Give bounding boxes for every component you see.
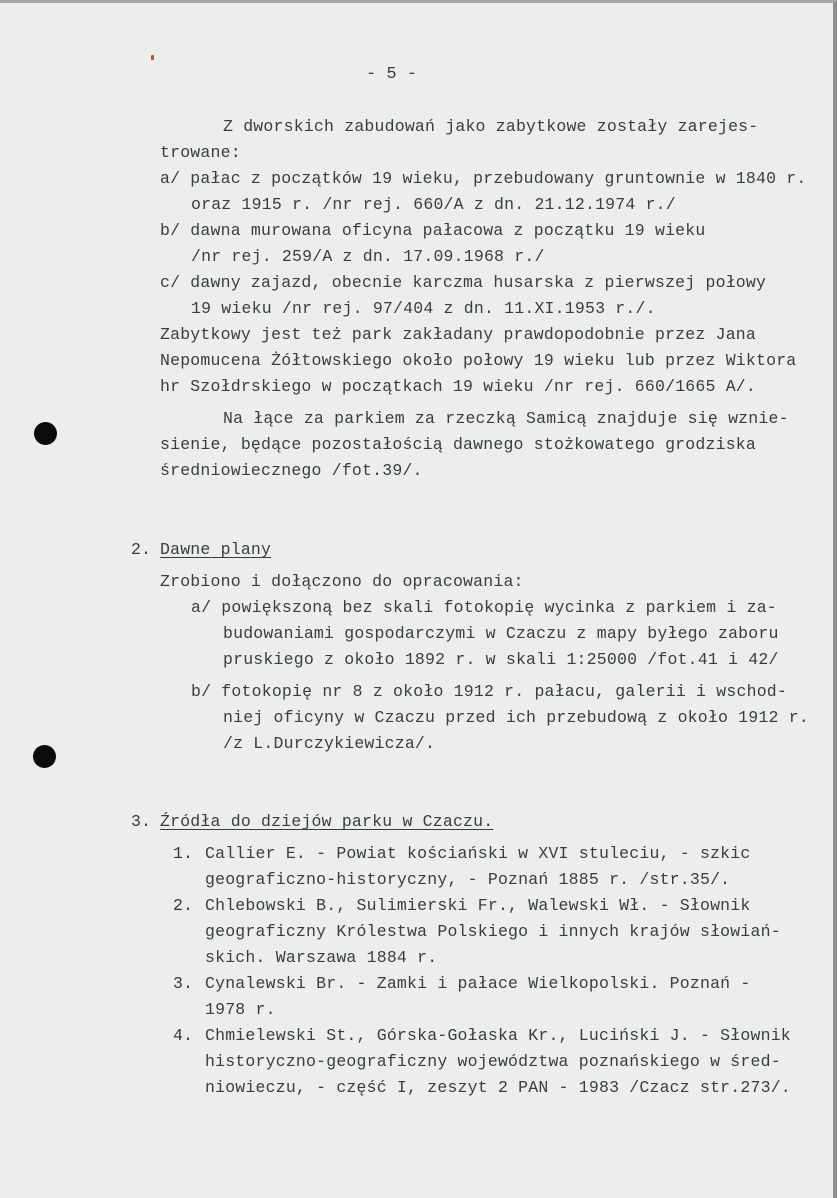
park-line-3: hr Szołdrskiego w początkach 19 wieku /nr rej. 660/1665 A/. bbox=[160, 377, 756, 396]
source-2-line-3: skich. Warszawa 1884 r. bbox=[205, 948, 438, 967]
meadow-line-2: sienie, będące pozostałością dawnego stożkowatego grodziska bbox=[160, 435, 756, 454]
source-1-number: 1. bbox=[173, 844, 194, 863]
meadow-line-1: Na łące za parkiem za rzeczką Samicą znajduje się wznie- bbox=[223, 409, 789, 428]
source-1-line-1: Callier E. - Powiat kościański w XVI stuleciu, - szkic bbox=[205, 844, 751, 863]
monument-c-line-2: 19 wieku /nr rej. 97/404 z dn. 11.XI.1953 r./. bbox=[191, 299, 656, 318]
section2-item-a-line-3: pruskiego z około 1892 r. w skali 1:25000 /fot.41 i 42/ bbox=[223, 650, 779, 669]
source-3-number: 3. bbox=[173, 974, 194, 993]
section2-item-b-line-2: niej oficyny w Czaczu przed ich przebudową z około 1912 r. bbox=[223, 708, 809, 727]
park-line-1: Zabytkowy jest też park zakładany prawdopodobnie przez Jana bbox=[160, 325, 756, 344]
source-4-line-1: Chmielewski St., Górska-Gołaska Kr., Luciński J. - Słownik bbox=[205, 1026, 791, 1045]
section2-number: 2. bbox=[131, 540, 152, 559]
intro-line-1: Z dworskich zabudowań jako zabytkowe zostały zarejes- bbox=[223, 117, 759, 136]
source-3-line-2: 1978 r. bbox=[205, 1000, 276, 1019]
source-1-line-2: geograficzno-historyczny, - Poznań 1885 r. /str.35/. bbox=[205, 870, 731, 889]
source-2-number: 2. bbox=[173, 896, 194, 915]
ink-speck bbox=[151, 55, 154, 60]
source-2-line-1: Chlebowski B., Sulimierski Fr., Walewski Wł. - Słownik bbox=[205, 896, 751, 915]
monument-b-line-2: /nr rej. 259/A z dn. 17.09.1968 r./ bbox=[191, 247, 545, 266]
monument-c-line-1: c/ dawny zajazd, obecnie karczma husarska z pierwszej połowy bbox=[160, 273, 767, 292]
monument-a-line-1: a/ pałac z początków 19 wieku, przebudowany gruntownie w 1840 r. bbox=[160, 169, 807, 188]
park-line-2: Nepomucena Żółtowskiego około połowy 19 wieku lub przez Wiktora bbox=[160, 351, 797, 370]
section2-intro: Zrobiono i dołączono do opracowania: bbox=[160, 572, 524, 591]
section2-item-a-line-2: budowaniami gospodarczymi w Czaczu z mapy byłego zaboru bbox=[223, 624, 779, 643]
intro-line-2: trowane: bbox=[160, 143, 241, 162]
page-number: - 5 - bbox=[366, 65, 418, 84]
monument-a-line-2: oraz 1915 r. /nr rej. 660/A z dn. 21.12.1974 r./ bbox=[191, 195, 676, 214]
source-2-line-2: geograficzny Królestwa Polskiego i innych krajów słowiań- bbox=[205, 922, 781, 941]
section2-item-b-line-3: /z L.Durczykiewicza/. bbox=[223, 734, 436, 753]
meadow-line-3: średniowiecznego /fot.39/. bbox=[160, 461, 423, 480]
source-4-line-3: niowieczu, - część I, zeszyt 2 PAN - 1983 /Czacz str.273/. bbox=[205, 1078, 791, 1097]
source-3-line-1: Cynalewski Br. - Zamki i pałace Wielkopolski. Poznań - bbox=[205, 974, 751, 993]
section2-item-b-line-1: b/ fotokopię nr 8 z około 1912 r. pałacu, galerii i wschod- bbox=[191, 682, 787, 701]
punch-hole-bottom bbox=[33, 745, 56, 768]
monument-b-line-1: b/ dawna murowana oficyna pałacowa z początku 19 wieku bbox=[160, 221, 706, 240]
section2-item-a-line-1: a/ powiększoną bez skali fotokopię wycinka z parkiem i za- bbox=[191, 598, 777, 617]
section2-title: Dawne plany bbox=[160, 540, 272, 559]
section3-number: 3. bbox=[131, 812, 152, 831]
source-4-number: 4. bbox=[173, 1026, 194, 1045]
punch-hole-top bbox=[34, 422, 57, 445]
section3-title: Źródła do dziejów parku w Czaczu. bbox=[160, 812, 494, 831]
source-4-line-2: historyczno-geograficzny województwa poznańskiego w śred- bbox=[205, 1052, 781, 1071]
